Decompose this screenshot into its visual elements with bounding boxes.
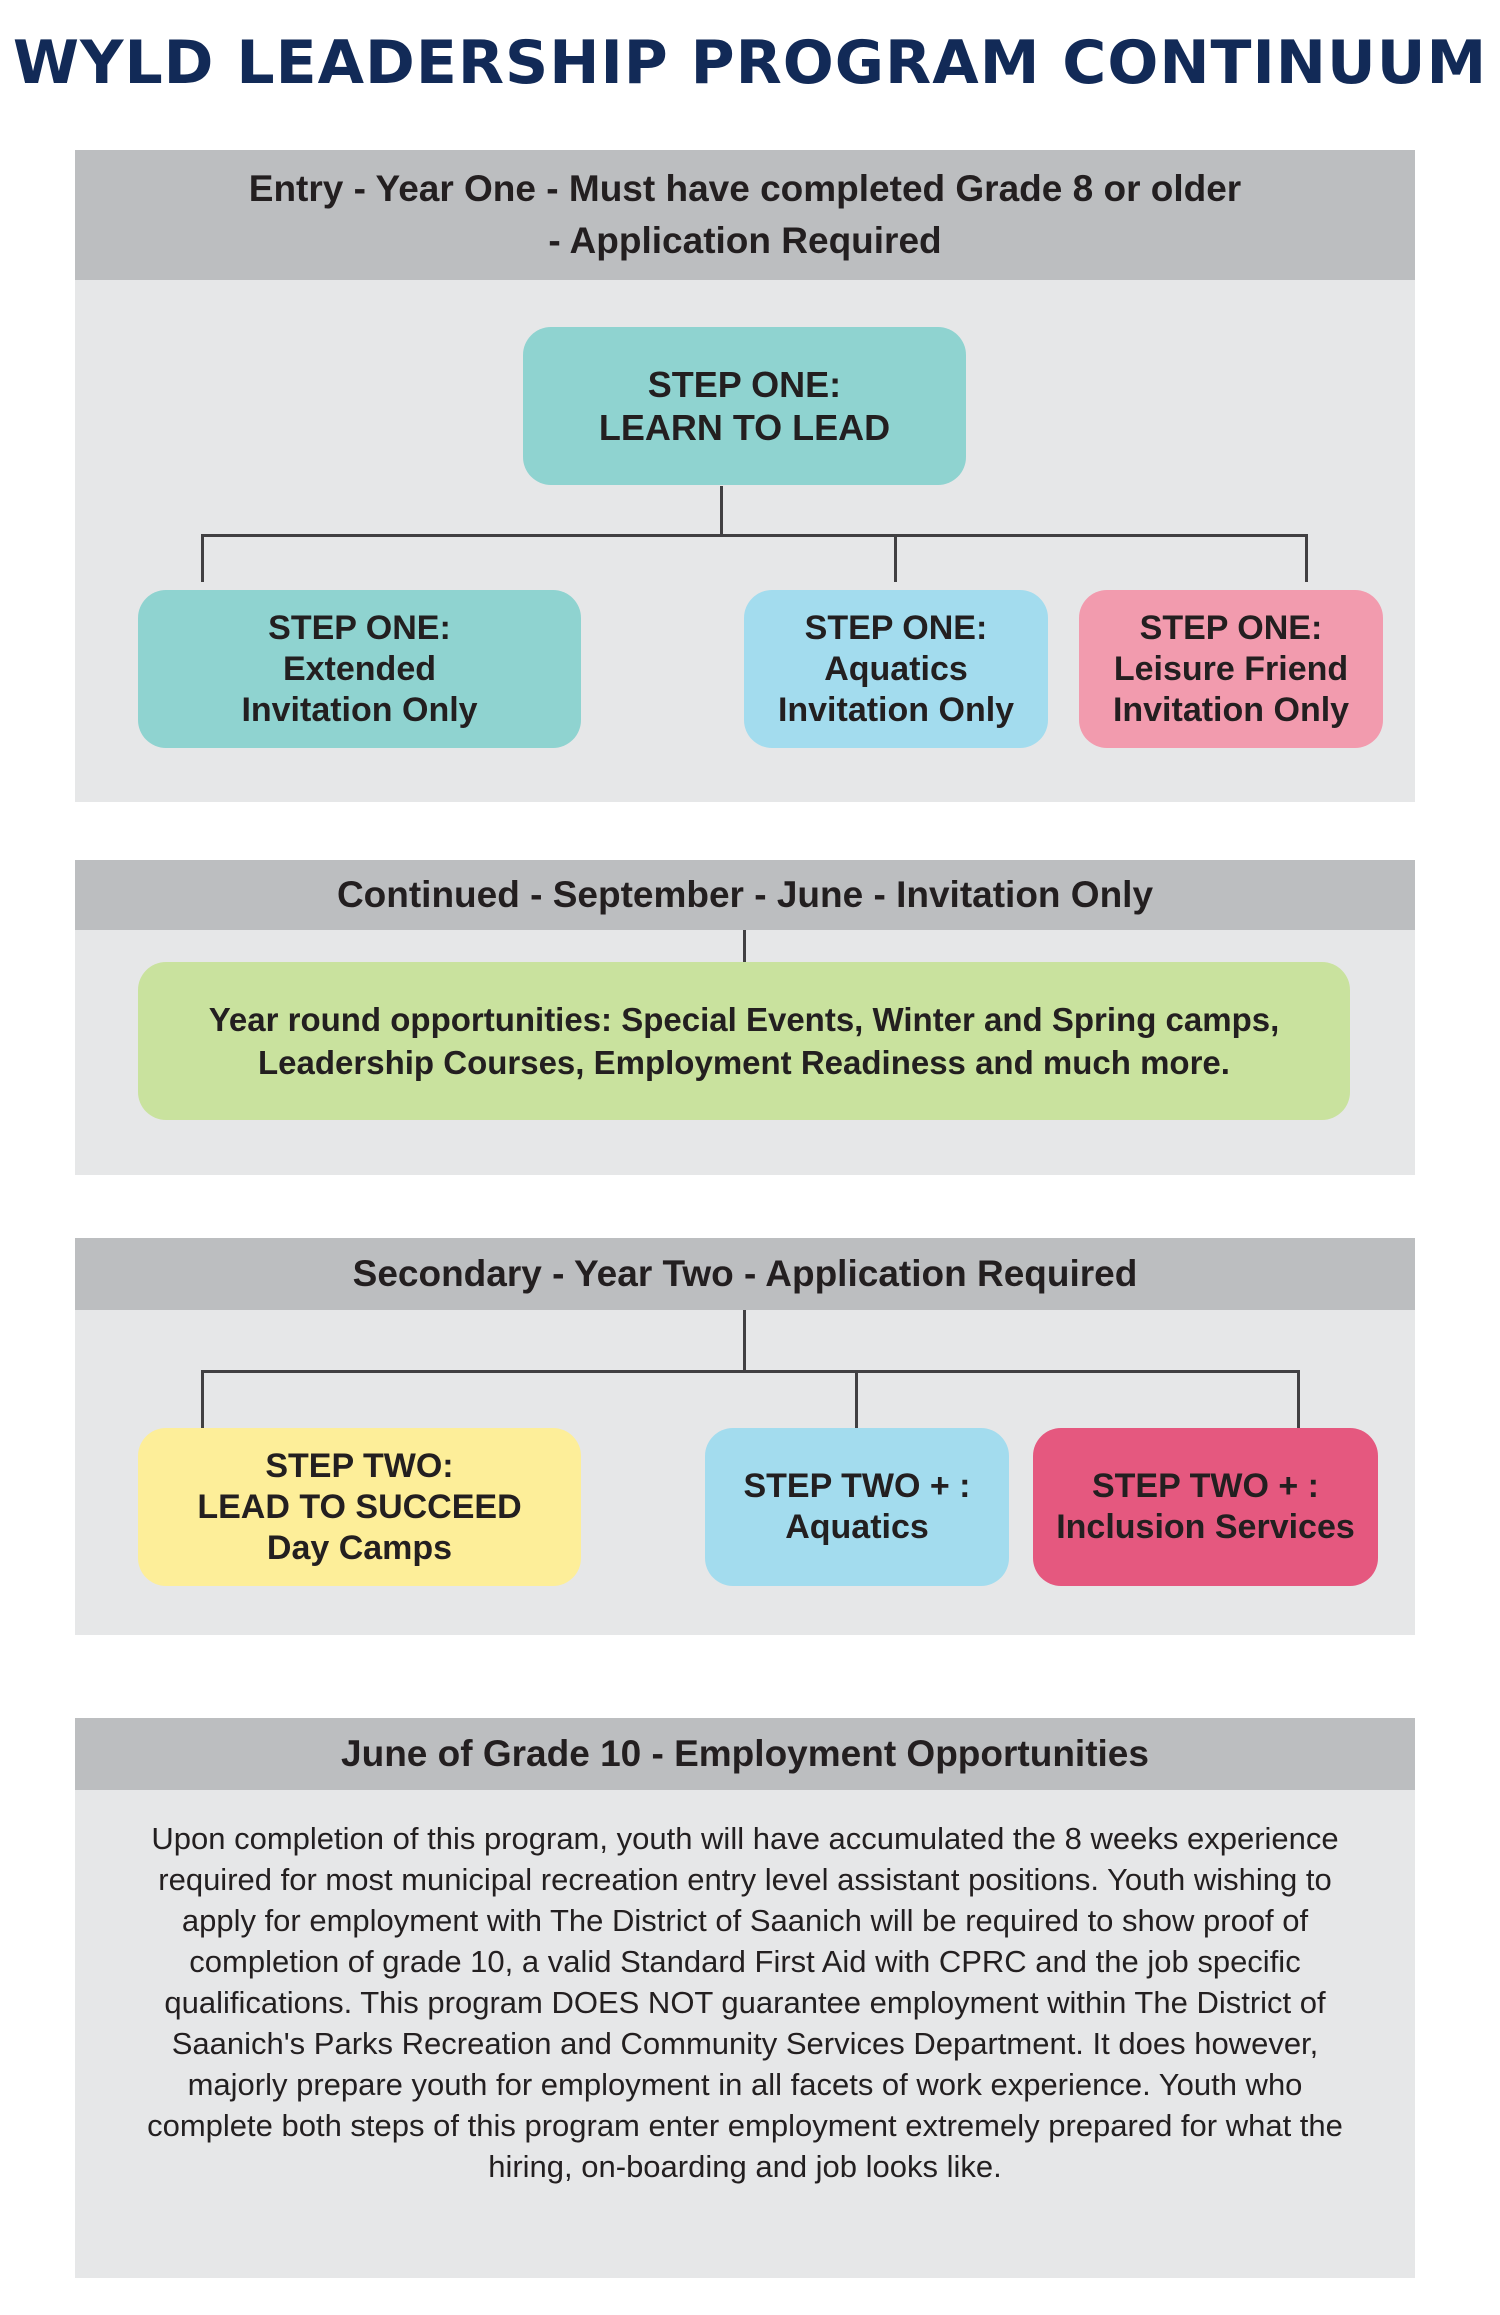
step-two-aquatics-box: STEP TWO + : Aquatics xyxy=(705,1428,1009,1586)
step-two-lead-to-succeed-box: STEP TWO: LEAD TO SUCCEED Day Camps xyxy=(138,1428,581,1586)
employment-section-header: June of Grade 10 - Employment Opportunities xyxy=(75,1718,1415,1790)
step-two-inclusion-services-box: STEP TWO + : Inclusion Services xyxy=(1033,1428,1378,1586)
connector-line xyxy=(201,1370,1300,1373)
page-title: WYLD LEADERSHIP PROGRAM CONTINUUM xyxy=(12,28,1488,98)
step-one-extended-box: STEP ONE: Extended Invitation Only xyxy=(138,590,581,748)
entry-section-header: Entry - Year One - Must have completed Grade 8 or older - Application Required xyxy=(75,150,1415,280)
secondary-section xyxy=(75,1238,1415,1635)
year-round-opportunities-box: Year round opportunities: Special Events, Winter and Spring camps, Leadership Courses, Employment Readiness and much more. xyxy=(138,962,1350,1120)
connector-line xyxy=(201,534,1308,537)
employment-section xyxy=(75,1718,1415,2278)
connector-line xyxy=(743,1310,746,1372)
connector-line xyxy=(894,534,897,582)
connector-line xyxy=(855,1370,858,1428)
step-one-leisure-friend-box: STEP ONE: Leisure Friend Invitation Only xyxy=(1079,590,1383,748)
secondary-section-header: Secondary - Year Two - Application Required xyxy=(75,1238,1415,1310)
connector-line xyxy=(201,1370,204,1428)
connector-line xyxy=(743,930,746,962)
continued-section xyxy=(75,860,1415,1175)
entry-section xyxy=(75,150,1415,802)
step-one-aquatics-box: STEP ONE: Aquatics Invitation Only xyxy=(744,590,1048,748)
employment-description: Upon completion of this program, youth will have accumulated the 8 weeks experience required for most municipal recreation entry level assistant positions. Youth wishing to apply for employment with The District of Saanich will be required to show proof of completion of grade 10, a valid Standard First Aid with CPRC and the job specific qualifications. This program DOES NOT guarantee employment within The District of Saanich's Parks Recreation and Community Services Department. It does however, majorly prepare youth for employment in all facets of work experience. Youth who complete both steps of this program enter employment extremely prepared for what the hiring, on-boarding and job looks like. xyxy=(147,1821,1343,2184)
connector-line xyxy=(201,534,204,582)
connector-line xyxy=(1297,1370,1300,1428)
connector-line xyxy=(720,486,723,536)
continued-section-header: Continued - September - June - Invitation Only xyxy=(75,860,1415,930)
step-one-learn-to-lead-box: STEP ONE: LEARN TO LEAD xyxy=(523,327,966,485)
connector-line xyxy=(1305,534,1308,582)
